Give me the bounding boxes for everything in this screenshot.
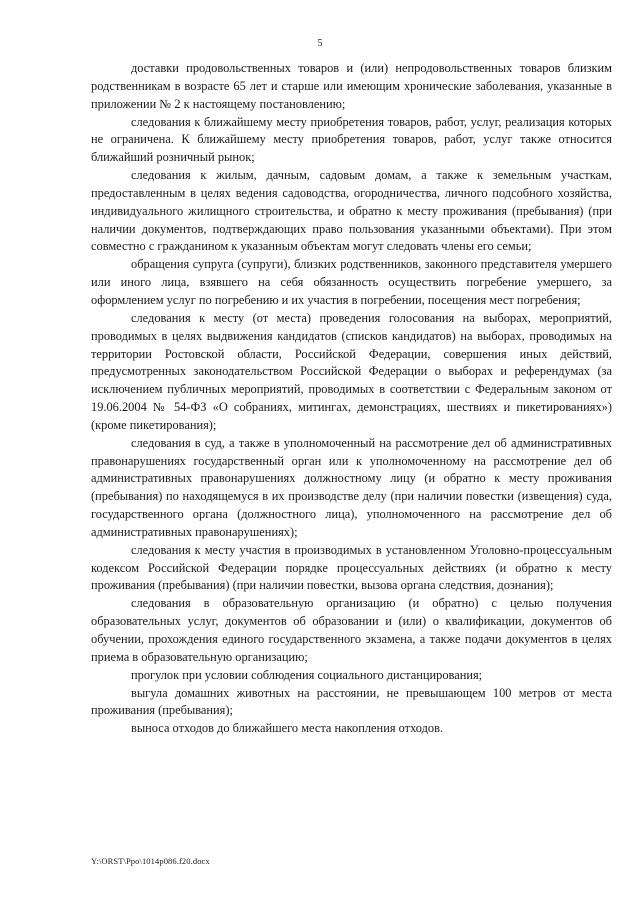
paragraph-walks: прогулок при условии соблюдения социального дистанцирования; bbox=[131, 667, 483, 682]
document-body bbox=[91, 60, 612, 738]
paragraph-funeral: обращения супруга (супруги), близких родственников, законного представителя умершего или иного лица, взявшего на себя обязанность осуществить погребение умершего, за оформлением услуг по погребению и их участия в погребении, посещения мест погребения; bbox=[91, 257, 612, 307]
paragraph-elections: следования к месту (от места) проведения голосования на выборах, мероприятий, проводимых в целях выдвижения кандидатов (списков кандидатов) на выборах, проводимых на территории Ростовской области, Российской Федерации, совершения иных действий, предусмотренных законодательством Российской Федерации о выборах и референдумах (за исключением публичных мероприятий, проводимых в соответствии с Федеральным законом от 19.06.2004 № 54-ФЗ «О собраниях, митингах, демонстрациях, шествиях и пикетированиях») (кроме пикетирования); bbox=[91, 310, 612, 432]
paragraph-waste-disposal: выноса отходов до ближайшего места накопления отходов. bbox=[131, 721, 444, 736]
paragraph-country-houses: следования к жилым, дачным, садовым домам, а также к земельным участкам, предоставленным в целях ведения садоводства, огородничества, личного подсобного хозяйства, индивидуального жилищного строительства, и обратно к месту проживания (пребывания) (при наличии документов, подтверждающих право пользования указанными объектами). При этом совместно с гражданином к указанным объектам могут следовать члены его семьи; bbox=[91, 168, 612, 254]
paragraph-pet-walking: выгула домашних животных на расстоянии, не превышающем 100 метров от места проживания (пребывания); bbox=[91, 685, 612, 718]
page-number: 5 bbox=[317, 38, 323, 49]
paragraph-delivery-goods: доставки продовольственных товаров и (или) непродовольственных товаров близким родственникам в возрасте 65 лет и старше или имеющим хронические заболевания, указанные в приложении № 2 к настоящему постановлению; bbox=[91, 61, 612, 111]
paragraph-court: следования в суд, а также в уполномоченный на рассмотрение дел об административных правонарушениях государственный орган или к уполномоченному на рассмотрение дел об административных правонарушениях должностному лицу (и обратно к месту проживания (пребывания) по находящемуся в их производстве делу (при наличии повестки (извещения) суда, государственного органа (должностного лица), уполномоченного на рассмотрение дел об административных правонарушениях); bbox=[91, 435, 612, 539]
footer-file-path: Y:\ORST\Ppo\1014p086.f20.docx bbox=[91, 856, 210, 866]
paragraph-nearest-shop: следования к ближайшему месту приобретения товаров, работ, услуг, реализация которых не ограничена. К ближайшему месту приобретения товаров, работ, услуг также относится ближайший розничный рынок; bbox=[91, 114, 612, 165]
paragraph-criminal-procedure: следования к месту участия в производимых в установленном Уголовно-процессуальным кодексом Российской Федерации порядке процессуальных действиях (и обратно к месту проживания (пребывания) (при наличии повестки, вызова органа следствия, дознания); bbox=[91, 542, 612, 593]
paragraph-education: следования в образовательную организацию (и обратно) с целью получения образовательных услуг, документов об образовании и (или) о квалификации, документов об обучении, прохождения единого государственного экзамена, а также подачи документов в целях приема в образовательную организацию; bbox=[91, 596, 612, 664]
